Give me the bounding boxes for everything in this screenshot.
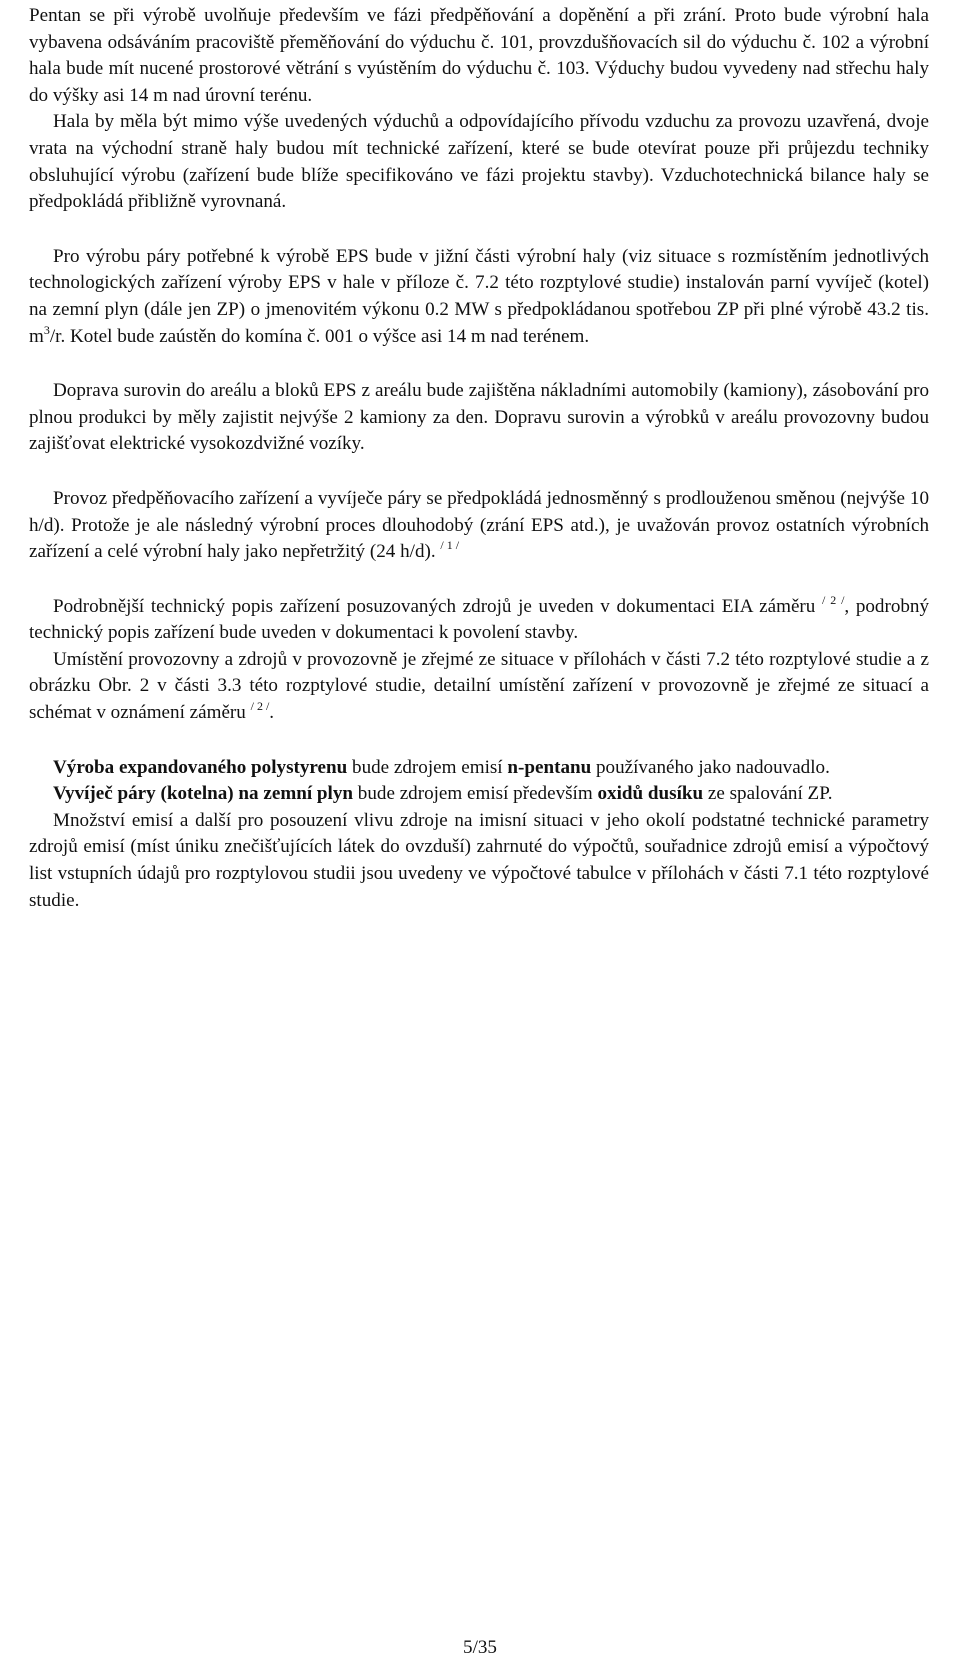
boiler-text-end: ze spalování ZP. xyxy=(703,783,833,805)
reference-2: / 2 / xyxy=(822,592,845,607)
paragraph-boiler xyxy=(29,781,929,808)
boiler-bold: Vyvíječ páry (kotelna) na zemní plyn xyxy=(53,783,354,805)
eps-production-text: bude zdrojem emisí xyxy=(347,756,508,778)
reference-1: / 1 / xyxy=(440,538,460,553)
eps-production-text-end: používaného jako nadouvadlo. xyxy=(591,756,830,778)
paragraph-eps-production xyxy=(29,755,929,782)
boiler-text: bude zdrojem emisí především xyxy=(353,783,598,805)
paragraph-location xyxy=(29,647,929,727)
operation-mode-text: Provoz předpěňovacího zařízení a vyvíječe páry se předpokládá jednosměnný s prodlouženou směnou (nejvýše 10 h/d). Protože je ale následný výrobní proces dlouhodobý (zrání EPS atd.), je uvažován provoz ostatních výrobních zařízení a celé výrobní haly jako nepřetržitý (24 h/d). xyxy=(29,487,929,563)
page-number: 5/35 xyxy=(463,1637,497,1658)
steam-generator-text: Pro výrobu páry potřebné k výrobě EPS bude v jižní části výrobní haly (viz situace s rozmístěním jednotlivých technologických zařízení výroby EPS v hale v příloze č. 7.2 této rozptylové studie) instalován parní vyvíječ (kotel) na zemní plyn (dále jen ZP) o jmenovitém výkonu 0.2 MW s předpokládanou spotřebou ZP při plné výrobě 43.2 tis. m xyxy=(29,245,929,347)
n-pentane-bold: n-pentanu xyxy=(507,756,592,778)
paragraph-steam-generator xyxy=(29,244,929,350)
location-text: Umístění provozovny a zdrojů v provozovně je zřejmé ze situace v přílohách v části 7.2 této rozptylové studie a z obrázku Obr. 2 v části 3.3 této rozptylové studie, detailní umístění zařízení v provozovně je zřejmé ze situací a schémat v oznámení záměru xyxy=(29,648,929,724)
paragraph-operation-mode xyxy=(29,486,929,566)
paragraph-pentan-emissions: Pentan se při výrobě uvolňuje především ve fázi předpěňování a dopěnění a při zrání. Proto bude výrobní hala vybavena odsáváním pracoviště přeměňování do výduchu č. 101, provzdušňovacích sil do výduchu č. 102 a výrobní hala bude mít nucené prostorové větrání s vyústěním do výduchu č. 103. Výduchy budou vyvedeny nad střechu haly do výšky asi 14 m nad úrovní terénu. xyxy=(29,5,929,106)
technical-description-text: Podrobnější technický popis zařízení posuzovaných zdrojů je uveden v dokumentaci EIA záměru xyxy=(53,595,816,617)
nitrogen-oxides-bold: oxidů dusíku xyxy=(597,783,704,805)
reference-2b: / 2 / xyxy=(250,699,270,714)
paragraph-hall-closure: Hala by měla být mimo výše uvedených výduchů a odpovídajícího přívodu vzduchu za provozu uzavřená, dvoje vrata na východní straně haly budou mít technické zařízení, které se bude otevírat pouze při průjezdu techniky obsluhující výrobu (zařízení bude blíže specifikováno ve fázi projektu stavby). Vzduchotechnická bilance haly se předpokládá přibližně vyrovnaná. xyxy=(29,111,929,213)
paragraph-emission-amounts: Množství emisí a další pro posouzení vlivu zdroje na imisní situaci v jeho okolí podstatné technické parametry zdrojů emisí (míst úniku znečišťujících látek do ovzduší) zahrnuté do výpočtů, souřadnice zdrojů emisí a výpočtový list vstupních údajů pro rozptylovou studii jsou uvedeny ve výpočtové tabulce v přílohách v části 7.1 této rozptylové studie. xyxy=(29,809,929,911)
superscript-3: 3 xyxy=(43,322,50,337)
steam-generator-text-end: /r. Kotel bude zaústěn do komína č. 001 o výšce asi 14 m nad terénem. xyxy=(49,325,590,347)
document-body xyxy=(29,3,929,914)
eps-production-bold: Výroba expandovaného polystyrenu xyxy=(53,756,348,778)
paragraph-technical-description xyxy=(29,594,929,647)
technical-description-text-end: , podrobný technický popis zařízení bude uveden v dokumentaci k povolení stavby. xyxy=(29,595,930,644)
location-text-end: . xyxy=(269,702,275,724)
paragraph-transport: Doprava surovin do areálu a bloků EPS z areálu bude zajištěna nákladními automobily (kamiony), zásobování pro plnou produkci by měly zajistit nejvýše 2 kamiony za den. Dopravu surovin a výrobků v areálu provozovny budou zajišťovat elektrické vysokozdvižné vozíky. xyxy=(29,380,929,455)
